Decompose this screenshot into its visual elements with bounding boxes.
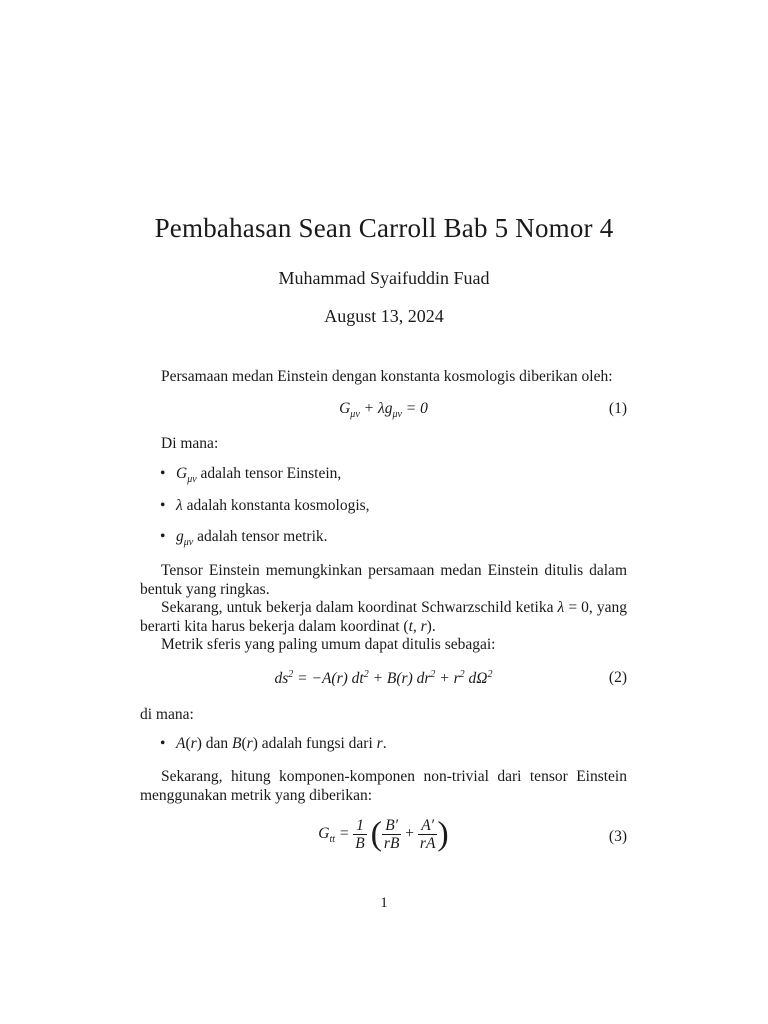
equation-3 bbox=[140, 817, 627, 861]
paragraph-compute: Sekarang, hitung komponen-komponen non-trivial dari tensor Einstein menggunakan metrik yang diberikan: bbox=[140, 768, 627, 804]
equation-1 bbox=[140, 400, 627, 424]
equation-2 bbox=[140, 669, 627, 693]
bullet-text-mid: dan bbox=[205, 735, 229, 752]
bullet-dot: • bbox=[160, 528, 166, 545]
paragraph-schwarzschild-part-b: yang berarti kita harus bekerja dalam koordinat bbox=[140, 599, 628, 635]
equation-1-number: (1) bbox=[608, 400, 627, 417]
document-title: Pembahasan Sean Carroll Bab 5 Nomor 4 bbox=[154, 213, 614, 243]
fraction-a-prime: $\frac{A'}{rA}$ bbox=[419, 817, 436, 852]
paragraph-schwarzschild: Sekarang, untuk bekerja dalam koordinat Schwarzschild ketika λ = 0, yang berarti kita harus bekerja dalam koordinat (t, r). bbox=[140, 599, 628, 635]
bullet-dot: • bbox=[160, 735, 166, 752]
bullet-text-end: adalah fungsi dari bbox=[261, 735, 373, 752]
bullet-text: adalah tensor metrik. bbox=[197, 528, 328, 545]
paragraph-schwarzschild-part-a: Sekarang, untuk bekerja dalam koordinat Schwarzschild ketika bbox=[161, 599, 554, 616]
bullet-dot: • bbox=[160, 465, 166, 482]
document-date: August 13, 2024 bbox=[324, 306, 444, 326]
bullet-item-einstein-tensor: • $G_{\mu\nu}$ adalah tensor Einstein, bbox=[160, 465, 342, 486]
equation-2-body: $ds^2 = -A(r) dt^2 + B(r) dr^2 + r^2$ $d\Omega^2$ bbox=[274, 669, 493, 688]
paragraph-tensor-einstein: Tensor Einstein memungkinkan persamaan medan Einstein ditulis dalam bentuk yang ringkas. bbox=[140, 562, 627, 598]
fraction-b-prime: $\frac{B'}{rB}$ bbox=[383, 817, 400, 852]
bullet-text: adalah tensor Einstein, bbox=[200, 465, 342, 482]
equation-2-number: (2) bbox=[608, 669, 627, 686]
page-number: 1 bbox=[380, 895, 388, 911]
fraction-one-over-b: $\frac{1}{B}$ bbox=[355, 817, 365, 852]
bullet-item-functions: • A(r) dan B(r) adalah fungsi dari r. bbox=[160, 735, 387, 752]
bullet-item-metric-tensor: • $g_{\mu\nu}$ adalah tensor metrik. bbox=[160, 528, 328, 549]
bullet-item-cosmological-constant: • λ adalah konstanta kosmologis, bbox=[160, 497, 370, 514]
equation-3-body: $G_{tt}$ = $\frac{1}{B}$ ( $\frac{B'}{rB}$ + $\frac{A'}{rA}$ ) bbox=[318, 815, 449, 853]
paragraph-metric-intro: Metrik sferis yang paling umum dapat ditulis sebagai: bbox=[161, 636, 496, 653]
equation-1-body: $G_{\mu\nu} + \lambda g_{\mu\nu} = 0$ bbox=[339, 400, 428, 421]
intro-paragraph: Persamaan medan Einstein dengan konstanta kosmologis diberikan oleh: bbox=[161, 368, 613, 385]
di-mana-label-2: di mana: bbox=[140, 706, 194, 723]
equation-3-number: (3) bbox=[608, 828, 627, 845]
bullet-text: adalah konstanta kosmologis, bbox=[186, 497, 370, 514]
bullet-dot: • bbox=[160, 497, 166, 514]
document-author: Muhammad Syaifuddin Fuad bbox=[278, 268, 490, 288]
di-mana-label: Di mana: bbox=[161, 435, 219, 452]
